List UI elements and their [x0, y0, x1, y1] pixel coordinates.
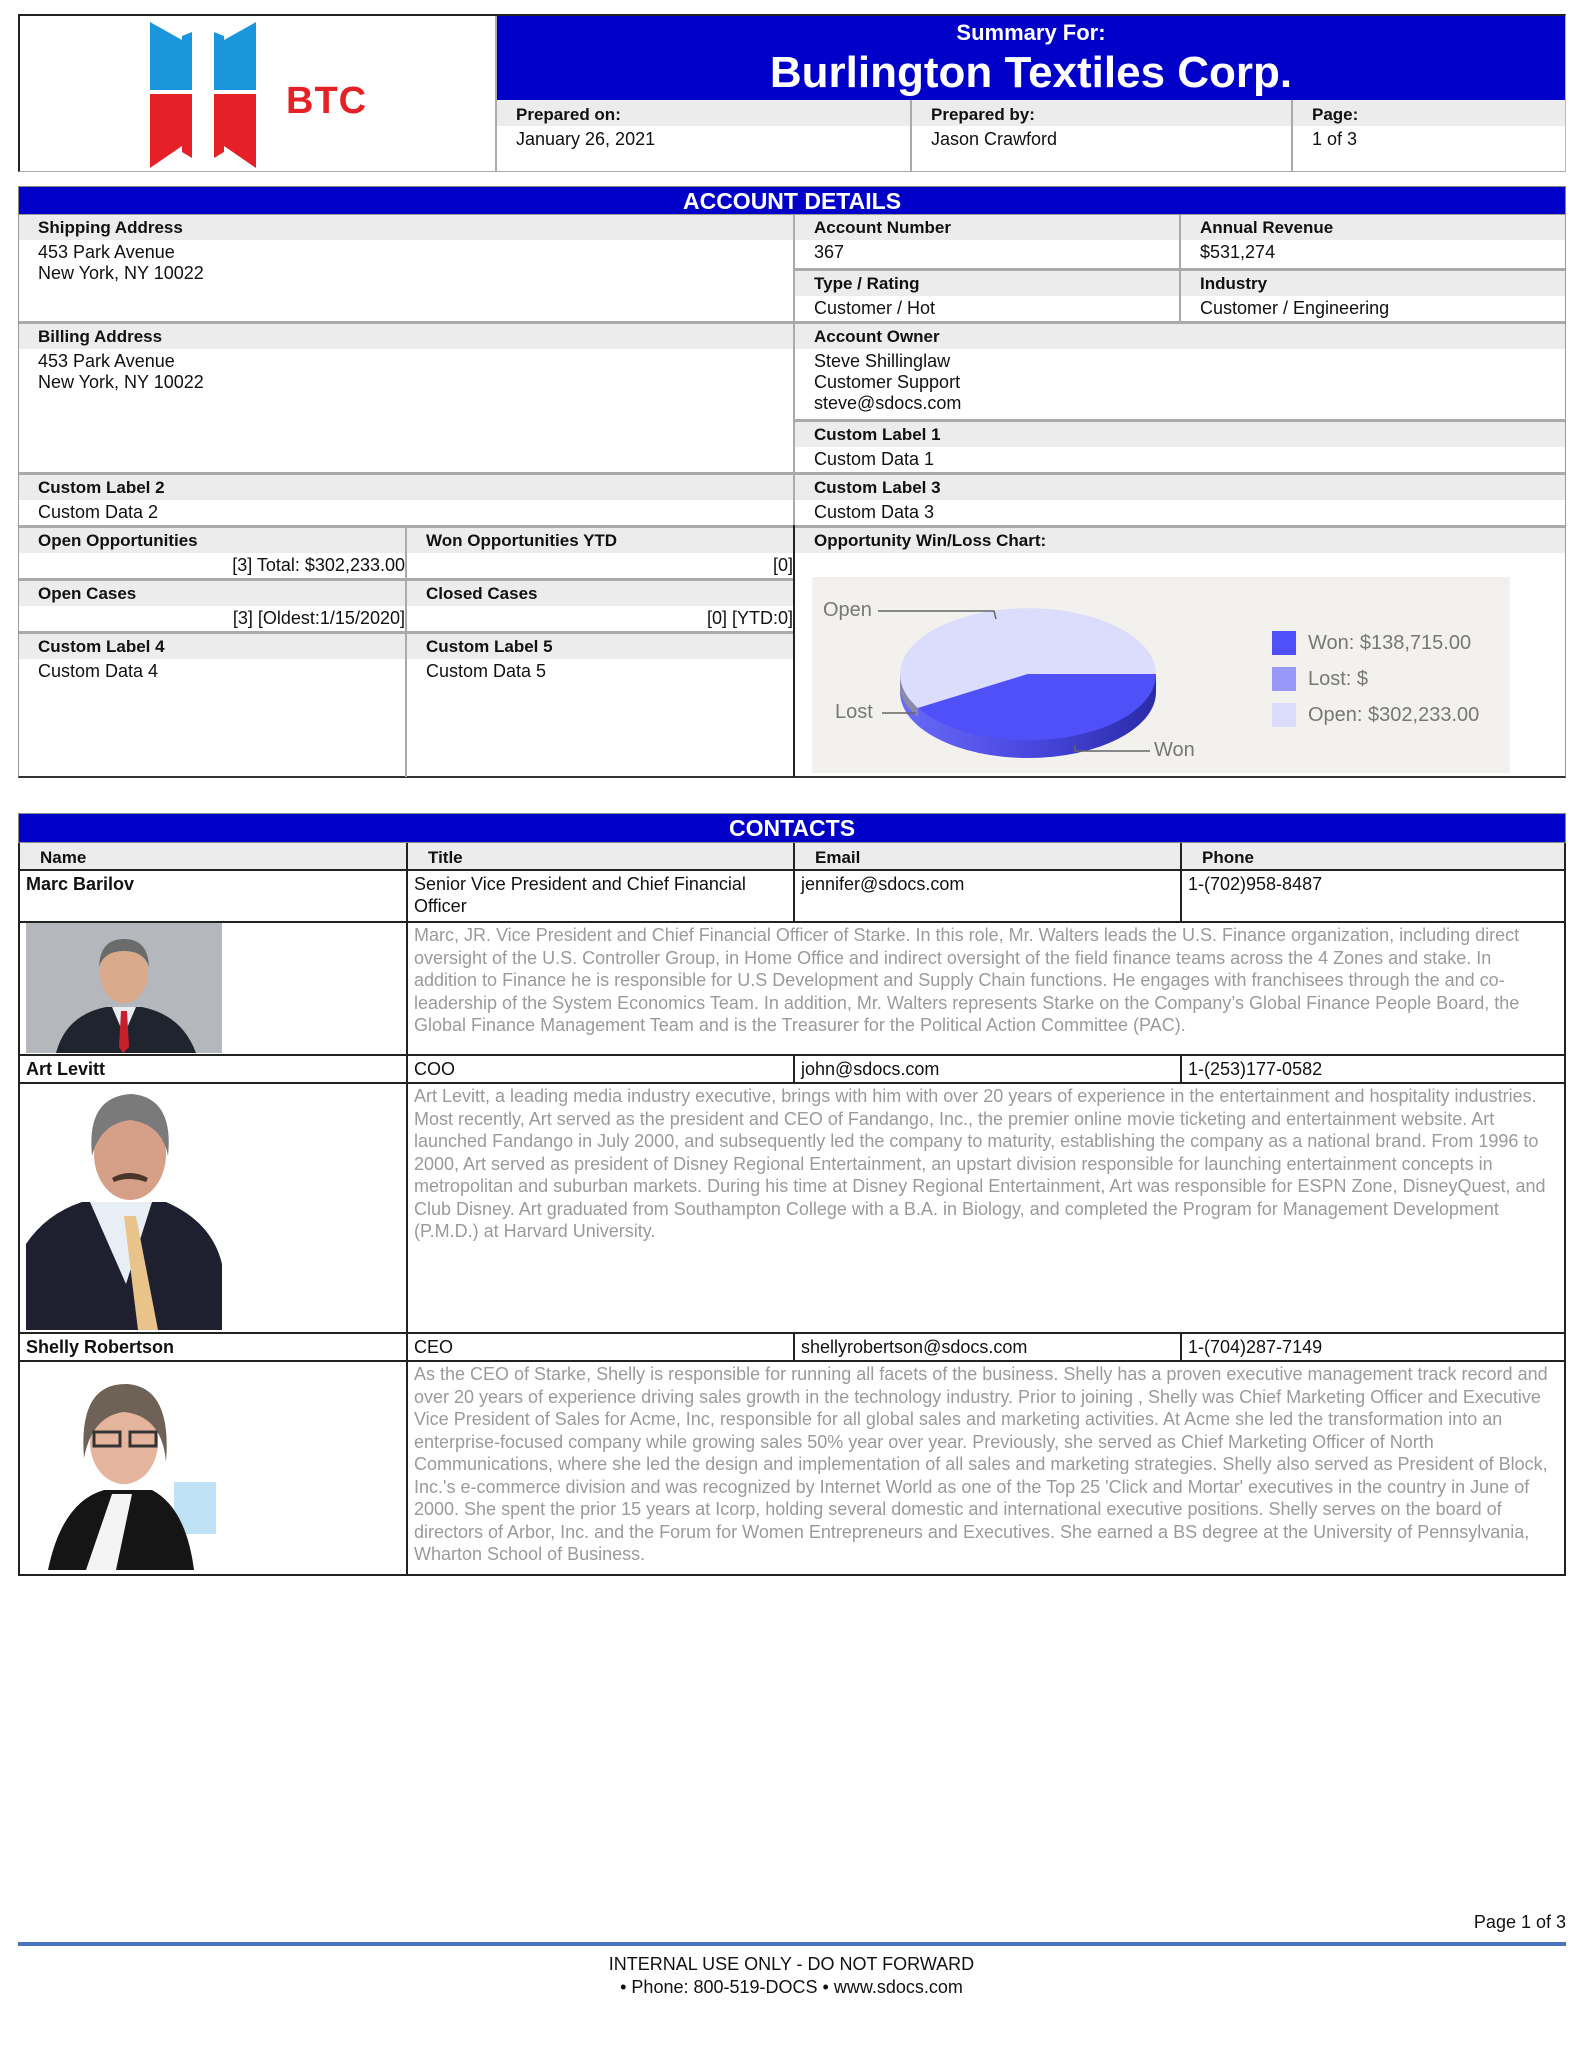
account-owner-label: Account Owner [795, 324, 1565, 349]
contacts-header-row [20, 843, 1564, 871]
shipping-address-cell [19, 215, 793, 321]
contact-bio-row [20, 1362, 1564, 1574]
prepared-by-value: Jason Crawford [931, 129, 1058, 149]
legend-text-open: Open: $302,233.00 [1308, 703, 1480, 726]
contact-name: Art Levitt [20, 1056, 408, 1082]
legend-text-won: Won: $138,715.00 [1308, 631, 1472, 654]
contact-row [20, 1334, 1564, 1362]
title-banner [497, 16, 1565, 100]
report-header [18, 14, 1566, 172]
custom-1-label: Custom Label 1 [795, 422, 1565, 447]
account-owner-email: steve@sdocs.com [814, 393, 962, 413]
contact-photo-cell [20, 1084, 408, 1332]
footer-contact-line: • Phone: 800-519-DOCS • www.sdocs.com [620, 1977, 963, 1997]
account-details-panel [18, 214, 1566, 778]
contact-bio: Marc, JR. Vice President and Chief Financial Officer of Starke. In this role, Mr. Walters leads the U.S. Finance organization, including direct oversight of the U.S. Controller Group, in Home Office and indirect oversight of the field finance teams across the 4 Zones and stake. In addition to Finance he is responsible for U.S Development and Supply Chain functions. He engages with franchisees through the and co-leadership of the System Economics Team. In addition, Mr. Walters represents Starke on the Company’s Global Finance People Board, the Global Finance Management Team and is the Treasurer for the Political Action Committee (PAC). [414, 925, 1520, 1035]
contacts-table [18, 843, 1566, 1576]
contact-photo-cell [20, 923, 408, 1054]
open-opportunities-cell [19, 525, 405, 578]
prepared-by-label: Prepared by: [912, 100, 1291, 126]
slice-label-lost: Lost [835, 701, 873, 723]
open-cases-cell [19, 578, 405, 631]
open-cases-value: [3] [Oldest:1/15/2020] [232, 608, 405, 628]
custom-2-value: Custom Data 2 [38, 502, 159, 522]
footer-rule [18, 1942, 1566, 1946]
custom-2-label: Custom Label 2 [19, 475, 793, 500]
open-opportunities-value: [3] Total: $302,233.00 [232, 555, 405, 575]
prepared-by-cell [912, 100, 1293, 171]
shipping-address-line1: 453 Park Avenue [38, 242, 175, 262]
contact-phone: 1-(253)177-0582 [1188, 1059, 1323, 1079]
annual-revenue-label: Annual Revenue [1181, 215, 1565, 240]
contact-name: Shelly Robertson [20, 1334, 408, 1360]
type-rating-label: Type / Rating [795, 271, 1179, 296]
page-value: 1 of 3 [1312, 129, 1358, 149]
custom-2-cell [19, 472, 793, 525]
win-loss-pie-chart [812, 577, 1510, 773]
footer-page-number: Page 1 of 3 [1473, 1912, 1566, 1932]
legend-item-open [1272, 697, 1479, 733]
account-owner-cell [795, 321, 1565, 419]
contact-photo-art-levitt [26, 1084, 222, 1330]
legend-swatch-won [1272, 631, 1296, 655]
contact-row [20, 1056, 1564, 1084]
footer-notice: INTERNAL USE ONLY - DO NOT FORWARD [608, 1954, 975, 1974]
prepared-on-value: January 26, 2021 [516, 129, 656, 149]
column-header-email: Email [795, 843, 1182, 869]
account-details-heading: ACCOUNT DETAILS [18, 186, 1566, 215]
custom-5-value: Custom Data 5 [426, 661, 547, 681]
won-opportunities-value: [0] [772, 555, 793, 575]
open-opportunities-label: Open Opportunities [19, 528, 405, 553]
prepared-on-cell [497, 100, 912, 171]
won-opportunities-label: Won Opportunities YTD [407, 528, 793, 553]
win-loss-chart-label: Opportunity Win/Loss Chart: [795, 528, 1565, 553]
billing-address-label: Billing Address [19, 324, 793, 349]
industry-value: Customer / Engineering [1200, 298, 1390, 318]
contact-phone: 1-(704)287-7149 [1188, 1337, 1323, 1357]
legend-item-lost [1272, 661, 1479, 697]
prepared-on-label: Prepared on: [497, 100, 910, 126]
contact-phone: 1-(702)958-8487 [1188, 874, 1323, 894]
shipping-address-label: Shipping Address [19, 215, 793, 240]
contact-email[interactable]: john@sdocs.com [795, 1056, 1182, 1082]
annual-revenue-value: $531,274 [1200, 242, 1276, 262]
contact-email[interactable]: shellyrobertson@sdocs.com [795, 1334, 1182, 1360]
legend-swatch-open [1272, 703, 1296, 727]
column-header-phone: Phone [1202, 848, 1254, 867]
contact-title: Senior Vice President and Chief Financial Officer [408, 871, 795, 921]
industry-label: Industry [1181, 271, 1565, 296]
billing-address-line1: 453 Park Avenue [38, 351, 175, 371]
contact-title: CEO [408, 1334, 795, 1360]
custom-1-value: Custom Data 1 [814, 449, 935, 469]
custom-5-cell [407, 631, 793, 777]
custom-3-label: Custom Label 3 [795, 475, 1565, 500]
legend-swatch-lost [1272, 667, 1296, 691]
closed-cases-value: [0] [YTD:0] [706, 608, 793, 628]
closed-cases-label: Closed Cases [407, 581, 793, 606]
account-number-value: 367 [814, 242, 845, 262]
custom-1-cell [795, 419, 1565, 472]
shipping-address-line2: New York, NY 10022 [38, 263, 204, 283]
custom-4-label: Custom Label 4 [19, 634, 405, 659]
billing-address-cell [19, 321, 793, 472]
btc-logo-icon [148, 18, 258, 170]
divider [405, 525, 407, 777]
closed-cases-cell [407, 578, 793, 631]
account-owner-name: Steve Shillinglaw [814, 351, 951, 371]
type-rating-value: Customer / Hot [814, 298, 936, 318]
divider [1179, 215, 1181, 321]
logo-cell [20, 16, 497, 171]
contact-photo-marc-barilov [26, 923, 222, 1053]
open-cases-label: Open Cases [19, 581, 405, 606]
custom-4-cell [19, 631, 405, 777]
account-number-cell [795, 215, 1179, 268]
industry-cell [1181, 268, 1565, 321]
account-owner-department: Customer Support [814, 372, 961, 392]
legend-text-lost: Lost: $ [1308, 667, 1369, 690]
contact-bio: As the CEO of Starke, Shelly is responsible for running all facets of the business. Shelly has a proven executive management track record and over 20 years of experience driving sales growth in the technology industry. Prior to joining , Shelly was Chief Marketing Officer and Executive Vice President of Sales for Acme, Inc, responsible for all global sales and marketing activities. At Acme she led the transformation into an enterprise-focused company while growing sales 50% year over year. Previously, she served as Chief Marketing Officer of North Communications, where she led the design and implementation of all sales and marketing strategies. Shelly also served as President of Block, Inc.'s e-commerce division and was recognized by Internet World as one of the Top 25 'Click and Mortar' executives in the country in June of 2000. She spent the prior 15 years at Icorp, holding several domestic and international executive positions. Shelly serves on the board of directors of Arbor, Inc. and the Forum for Women Entrepreneurs and Executives. She earned a BS degree at the University of Pennsylvania, Wharton School of Business. [414, 1364, 1548, 1564]
divider [793, 525, 795, 777]
annual-revenue-cell [1181, 215, 1565, 268]
contact-bio: Art Levitt, a leading media industry executive, brings with him with over 20 years of experience in the entertainment and hospitality industries. Most recently, Art served as the president and CEO of Fandango, Inc., the premier online movie ticketing and entertainment website. Art launched Fandango in July 2000, and subsequently led the company to maturity, establishing the company as a national brand. From 1996 to 2000, Art served as president of Disney Regional Entertainment, an upstart division responsible for launching entertainment concepts in metropolitan and suburban markets. During his time at Disney Regional Entertainment, Art was responsible for ESPN Zone, DisneyQuest, and Club Disney. Art graduated from Southampton College with a B.A. in Biology, and completed the Program for Management Development (P.M.D.) at Harvard University. [414, 1086, 1546, 1241]
logo-text: BTC [286, 80, 368, 122]
custom-3-value: Custom Data 3 [814, 502, 935, 522]
divider [793, 215, 795, 525]
custom-3-cell [795, 472, 1565, 525]
slice-label-open: Open [823, 599, 872, 621]
slice-label-won: Won [1154, 739, 1195, 761]
custom-5-label: Custom Label 5 [407, 634, 793, 659]
company-name: Burlington Textiles Corp. [769, 48, 1293, 97]
chart-legend [1272, 625, 1479, 733]
contact-photo-cell [20, 1362, 408, 1574]
contact-photo-shelly-robertson [26, 1362, 222, 1570]
page-cell [1293, 100, 1565, 171]
legend-item-won [1272, 625, 1479, 661]
summary-for-label: Summary For: [956, 20, 1106, 45]
billing-address-line2: New York, NY 10022 [38, 372, 204, 392]
won-opportunities-cell [407, 525, 793, 578]
type-rating-cell [795, 268, 1179, 321]
contact-row [20, 871, 1564, 923]
page-label: Page: [1293, 100, 1565, 126]
contact-name: Marc Barilov [20, 871, 408, 921]
contact-bio-row [20, 923, 1564, 1056]
column-header-title: Title [408, 843, 795, 869]
contact-bio-row [20, 1084, 1564, 1334]
column-header-name: Name [20, 843, 408, 869]
contact-title: COO [408, 1056, 795, 1082]
contacts-heading: CONTACTS [18, 813, 1566, 843]
account-number-label: Account Number [795, 215, 1179, 240]
custom-4-value: Custom Data 4 [38, 661, 159, 681]
contact-email[interactable]: jennifer@sdocs.com [795, 871, 1182, 921]
